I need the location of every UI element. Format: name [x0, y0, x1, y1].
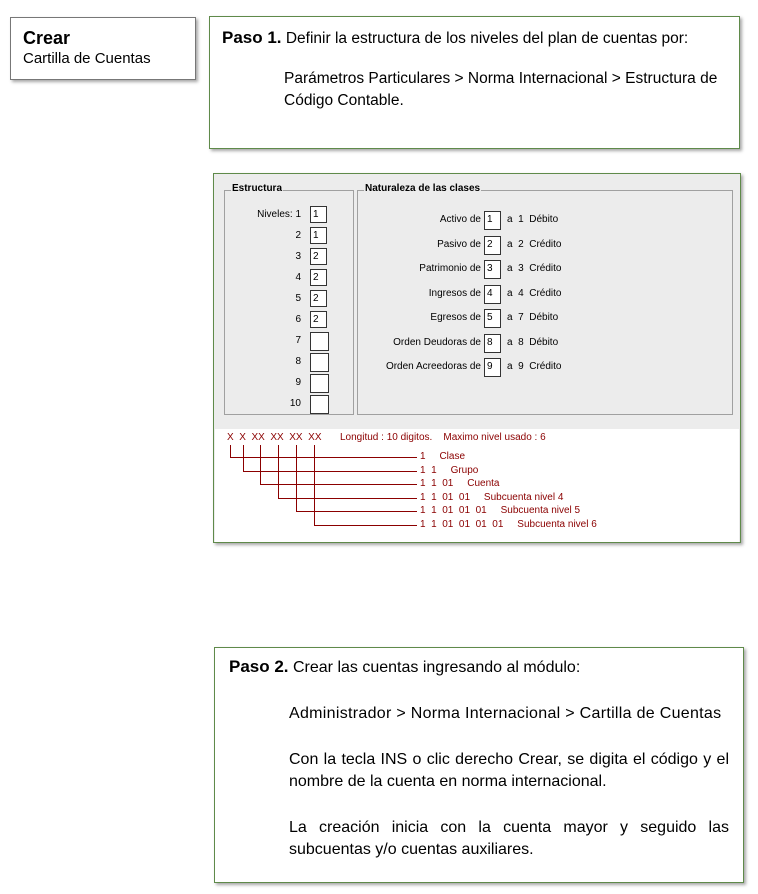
level-example: 1 1 01 Cuenta — [420, 478, 500, 489]
clase-range-text: a 4 Crédito — [507, 287, 562, 299]
level-label-text: 7 — [295, 335, 301, 346]
level-label-text: 9 — [295, 377, 301, 388]
clase-label-text: Egresos de — [430, 312, 481, 323]
clase-label-text: Patrimonio de — [419, 263, 481, 274]
level-digits-input[interactable]: 2 — [310, 269, 327, 286]
clase-label-text: Activo de — [439, 214, 481, 225]
clase-from-input[interactable]: 2 — [484, 236, 501, 255]
level-label-text: Niveles: 1 — [257, 209, 301, 220]
paso1-label: Paso 1. — [222, 28, 282, 47]
connector-vertical — [278, 445, 279, 498]
clase-range-text: a 8 Débito — [507, 336, 559, 348]
paso2-instruction: Con la tecla INS o clic derecho Crear, se digita el código y el nombre de la cuenta en norma internacional. — [289, 751, 729, 790]
clase-label — [364, 285, 481, 303]
clase-label-text: Pasivo de — [437, 238, 481, 250]
clase-range-text: a 7 Débito — [507, 312, 559, 323]
clase-from-input[interactable]: 9 — [484, 358, 501, 377]
clase-label — [364, 334, 481, 352]
level-label-text: 2 — [295, 230, 301, 241]
level-label — [224, 206, 301, 224]
level-digits-input[interactable] — [310, 374, 329, 393]
clase-from-input[interactable]: 5 — [484, 309, 501, 328]
level-example: 1 1 01 01 Subcuenta nivel 4 — [420, 491, 564, 503]
paso1-box — [209, 16, 740, 149]
estructura-title: Estructura — [232, 183, 283, 194]
level-label — [224, 332, 301, 350]
connector-vertical — [243, 445, 244, 471]
format-info: Longitud : 10 digitos. Maximo nivel usado : 6 — [340, 432, 546, 443]
crear-title: Crear — [23, 28, 71, 48]
connector-horizontal — [260, 484, 417, 485]
level-label-text: 10 — [289, 398, 301, 409]
paso2-path: Administrador > Norma Internacional > Cartilla de Cuentas — [289, 705, 722, 722]
format-mask: X X XX XX XX XX — [227, 432, 322, 443]
level-example: 1 1 01 01 01 Subcuenta nivel 5 — [420, 505, 581, 516]
paso2-order-note: La creación inicia con la cuenta mayor y seguido las subcuentas y/o cuentas auxiliares. — [289, 819, 729, 858]
clase-label-text: Orden Deudoras de — [393, 336, 481, 348]
paso2-label: Paso 2. — [229, 657, 289, 676]
level-label — [224, 395, 301, 413]
connector-horizontal — [314, 525, 417, 526]
connector-vertical — [230, 445, 231, 457]
level-digits-input[interactable]: 2 — [310, 290, 327, 307]
level-label — [224, 353, 301, 371]
level-label — [224, 290, 301, 308]
connector-vertical — [260, 445, 261, 484]
clase-label-text: Orden Acreedoras de — [385, 361, 481, 372]
paso2-text: Crear las cuentas ingresando al módulo: — [293, 659, 581, 676]
level-example: 1 1 01 01 01 01 Subcuenta nivel 6 — [420, 518, 597, 530]
level-digits-input[interactable] — [310, 353, 329, 372]
crear-box — [10, 17, 196, 80]
paso1-text: Definir la estructura de los niveles del plan de cuentas por: — [285, 30, 689, 47]
connector-horizontal — [243, 471, 417, 472]
level-digits-input[interactable]: 1 — [310, 206, 327, 223]
level-digits-input[interactable]: 1 — [310, 227, 327, 244]
level-label-text: 3 — [295, 251, 301, 262]
level-label-text: 5 — [295, 293, 301, 304]
connector-horizontal — [230, 457, 417, 458]
level-digits-input[interactable] — [310, 332, 329, 351]
level-label-text: 4 — [295, 272, 301, 283]
clase-range-text: a 9 Crédito — [507, 361, 562, 372]
level-label — [224, 311, 301, 329]
paso1-path: Parámetros Particulares > Norma Internacional > Estructura de Código Contable. — [284, 70, 718, 109]
naturaleza-title: Naturaleza de las clases — [365, 183, 481, 194]
clase-label — [364, 358, 481, 376]
paso2-box — [214, 647, 744, 883]
clase-label — [364, 260, 481, 278]
level-example: 1 Clase — [420, 451, 466, 462]
clase-from-input[interactable]: 4 — [484, 285, 501, 304]
level-label-text: 6 — [295, 314, 301, 325]
level-digits-input[interactable]: 2 — [310, 311, 327, 328]
level-label — [224, 227, 301, 245]
level-label — [224, 269, 301, 287]
level-example: 1 1 Grupo — [420, 464, 479, 476]
clase-label — [364, 211, 481, 229]
level-digits-input[interactable]: 2 — [310, 248, 327, 265]
clase-range-text: a 1 Débito — [507, 214, 559, 225]
clase-label — [364, 309, 481, 327]
clase-from-input[interactable]: 1 — [484, 211, 501, 230]
level-digits-input[interactable] — [310, 395, 329, 414]
clase-from-input[interactable]: 3 — [484, 260, 501, 279]
level-label-text: 8 — [295, 356, 301, 367]
crear-subtitle: Cartilla de Cuentas — [23, 50, 151, 67]
connector-vertical — [296, 445, 297, 511]
code-format-diagram — [215, 429, 739, 542]
clase-range-text: a 2 Crédito — [507, 238, 562, 250]
connector-horizontal — [278, 498, 417, 499]
estructura-screenshot — [213, 173, 741, 543]
clase-label — [364, 236, 481, 254]
level-label — [224, 248, 301, 266]
connector-vertical — [314, 445, 315, 525]
clase-from-input[interactable]: 8 — [484, 334, 501, 353]
level-label — [224, 374, 301, 392]
clase-label-text: Ingresos de — [428, 287, 481, 299]
clase-range-text: a 3 Crédito — [507, 263, 562, 274]
